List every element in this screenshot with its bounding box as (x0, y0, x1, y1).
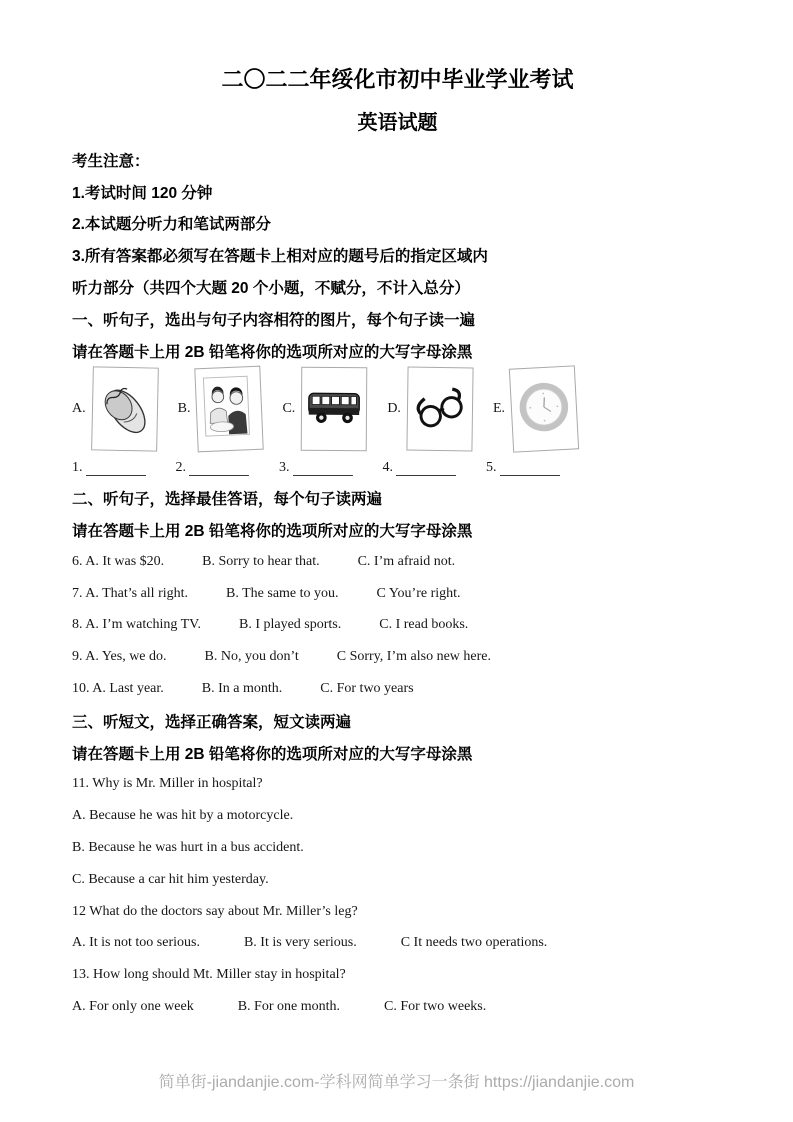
notice-item-2: 2.本试题分听力和笔试两部分 (72, 216, 271, 234)
bus-icon (302, 366, 367, 450)
question-6-option-c: C. I’m afraid not. (357, 553, 456, 569)
picture-card-b (195, 365, 264, 452)
question-9-option-c: C Sorry, I’m also new here. (336, 649, 491, 665)
section3-instruction: 请在答题卡上用 2B 铅笔将你的选项所对应的大写字母涂黑 (72, 745, 473, 763)
question-7-row (72, 578, 723, 610)
question-12-option-c: C It needs two operations. (400, 935, 548, 951)
clock-icon (510, 365, 578, 452)
picture-card-e (509, 365, 579, 452)
question-9-row (72, 641, 723, 673)
answer-blanks-row (72, 451, 723, 483)
blank-line (500, 462, 560, 476)
question-6-option-b: B. Sorry to hear that. (202, 553, 320, 569)
picture-option-d (387, 367, 473, 451)
blank-line (189, 462, 249, 476)
two-people-photo-icon (196, 365, 263, 452)
picture-option-e (493, 367, 577, 451)
section1-instruction: 请在答题卡上用 2B 铅笔将你的选项所对应的大写字母涂黑 (72, 343, 473, 361)
question-8-option-b: B. I played sports. (238, 617, 342, 633)
picture-option-a (72, 367, 158, 451)
section2-heading: 二、听句子，选择最佳答语，每个句子读两遍 (72, 491, 383, 509)
picture-label-b: B. (177, 400, 191, 416)
picture-option-b (178, 367, 263, 451)
question-9-option-b: B. No, you don’t (204, 649, 299, 665)
question-7-option-b: B. The same to you. (226, 585, 339, 601)
notice-item-1: 1.考试时间 120 分钟 (72, 184, 213, 202)
picture-option-c (282, 367, 367, 451)
answer-blank-5: 5. (486, 460, 560, 476)
section1-heading: 一、听句子，选出与句子内容相符的图片，每个句子读一遍 (72, 311, 476, 329)
watermark-footer: 简单街-jiandanjie.com-学科网简单学习一条街 https://jiandanjie.com (158, 1074, 635, 1091)
question-7-option-a: 7. A. That’s all right. (72, 585, 189, 601)
picture-label-e: E. (492, 400, 505, 416)
picture-options-row (72, 367, 723, 451)
notice-item-3: 3.所有答案都必须写在答题卡上相对应的题号后的指定区域内 (72, 248, 488, 266)
question-10-option-b: B. In a month. (201, 681, 283, 697)
picture-card-a (91, 366, 159, 451)
question-9-option-a: 9. A. Yes, we do. (72, 649, 167, 665)
question-11-option-b: B. Because he was hurt in a bus accident. (72, 840, 304, 856)
answer-blank-2: 2. (176, 460, 250, 476)
listening-part-header: 听力部分（共四个大题 20 个小题，不赋分，不计入总分） (72, 280, 470, 298)
question-13: 13. How long should Mt. Miller stay in hospital? (72, 967, 346, 983)
question-13-option-c: C. For two weeks. (383, 999, 487, 1015)
answer-blank-4: 4. (383, 460, 457, 476)
question-13-option-b: B. For one month. (237, 999, 340, 1015)
question-7-option-c: C You’re right. (376, 585, 461, 601)
question-12-option-b: B. It is very serious. (243, 935, 357, 951)
question-10-option-a: 10. A. Last year. (72, 681, 164, 697)
question-11-option-c: C. Because a car hit him yesterday. (72, 871, 269, 887)
answer-blank-1: 1. (72, 460, 146, 476)
question-13-option-a: A. For only one week (72, 999, 194, 1015)
question-8-row (72, 610, 723, 642)
question-6-option-a: 6. A. It was $20. (72, 553, 165, 569)
blank-line (86, 462, 146, 476)
picture-label-a: A. (72, 400, 86, 416)
question-12-options-row (72, 928, 723, 960)
answer-blank-3: 3. (279, 460, 353, 476)
blank-line (293, 462, 353, 476)
question-12: 12 What do the doctors say about Mr. Miller’s leg? (72, 903, 358, 919)
page-subtitle: 英语试题 (357, 112, 438, 134)
section2-instruction: 请在答题卡上用 2B 铅笔将你的选项所对应的大写字母涂黑 (72, 523, 473, 541)
question-10-option-c: C. For two years (320, 681, 414, 697)
picture-card-d (406, 366, 473, 451)
hot-dog-icon (92, 366, 158, 451)
picture-card-c (301, 366, 368, 450)
question-11-option-a: A. Because he was hit by a motorcycle. (72, 808, 294, 824)
page-title: 二〇二二年绥化市初中毕业学业考试 (221, 67, 574, 92)
section3-heading: 三、听短文，选择正确答案，短文读两遍 (72, 713, 352, 731)
question-8-option-a: 8. A. I’m watching TV. (72, 617, 201, 633)
picture-label-d: D. (387, 400, 401, 416)
question-11: 11. Why is Mr. Miller in hospital? (72, 776, 263, 792)
question-6-row (72, 546, 723, 578)
picture-label-c: C. (282, 400, 296, 416)
question-10-row (72, 673, 723, 705)
question-8-option-c: C. I read books. (379, 617, 469, 633)
glasses-icon (407, 366, 472, 451)
blank-line (396, 462, 456, 476)
notice-header: 考生注意： (72, 152, 150, 170)
question-12-option-a: A. It is not too serious. (72, 935, 200, 951)
question-13-options-row (72, 991, 723, 1023)
